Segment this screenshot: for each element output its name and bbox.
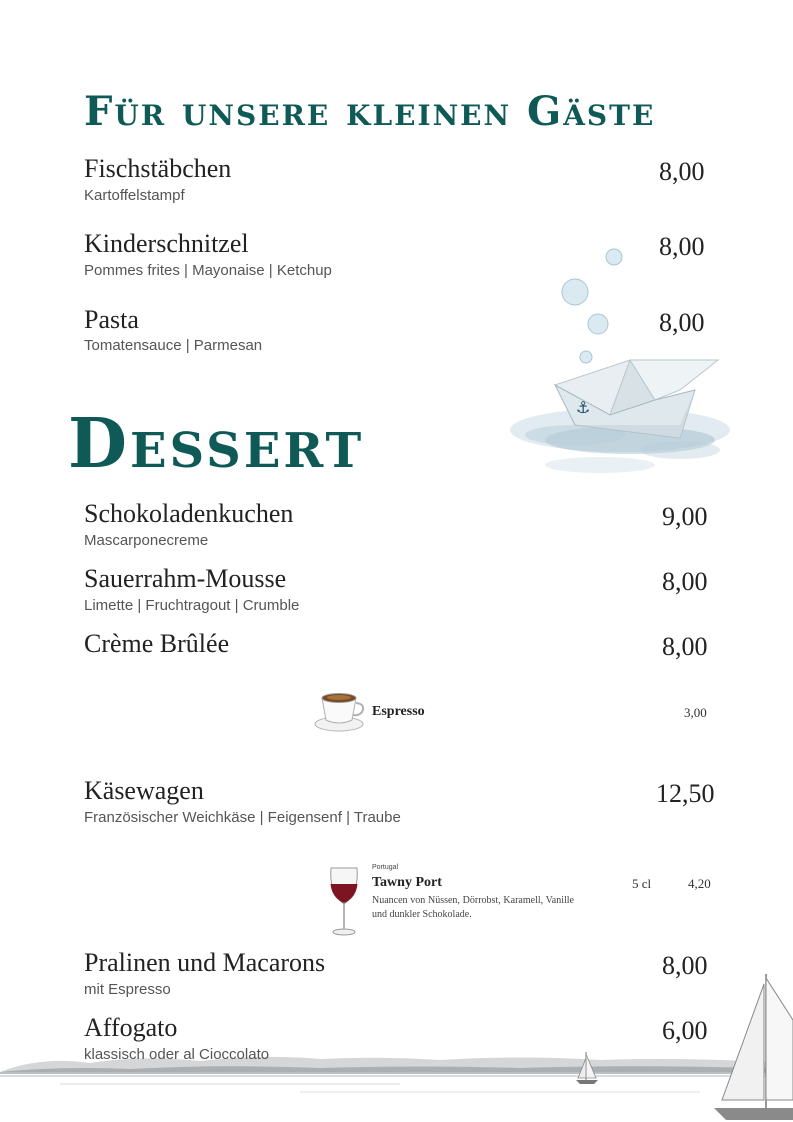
wine-glass-icon: [326, 864, 362, 938]
menu-item-name: Kinderschnitzel: [84, 229, 249, 258]
menu-item-name: Affogato: [84, 1013, 178, 1042]
espresso-cup-icon: [312, 686, 368, 734]
menu-item-name: Sauerrahm-Mousse: [84, 564, 287, 593]
menu-item-desc: Limette | Fruchtragout | Crumble: [84, 597, 300, 614]
menu-item-price: 8,00: [659, 308, 705, 337]
menu-item-price: 8,00: [662, 632, 708, 661]
bubbles: [562, 249, 622, 363]
port-price: 4,20: [688, 876, 711, 891]
dessert-section-title: Dessert: [68, 404, 365, 484]
menu-item-price: 8,00: [662, 951, 708, 980]
menu-item-name: Crème Brûlée: [84, 629, 230, 658]
svg-text:⚓: ⚓: [576, 398, 591, 417]
menu-item-desc: klassisch oder al Cioccolato: [84, 1046, 270, 1063]
menu-item-desc: Pommes frites | Mayonaise | Ketchup: [84, 262, 332, 279]
menu-item-name: Käsewagen: [84, 776, 204, 805]
paper-boat-illustration: [480, 240, 735, 500]
menu-item-price: 8,00: [659, 157, 705, 186]
menu-item-price: 6,00: [662, 1016, 708, 1045]
espresso-price: 3,00: [684, 705, 707, 720]
menu-item-name: Pasta: [84, 305, 139, 334]
menu-item-name: Schokoladenkuchen: [84, 499, 294, 528]
menu-item-price: 8,00: [659, 232, 705, 261]
menu-item-desc: Kartoffelstampf: [84, 187, 185, 204]
sailboat-icon: [714, 974, 793, 1120]
port-volume: 5 cl: [632, 876, 652, 891]
kids-section-title: Für unsere kleinen Gäste: [84, 88, 656, 135]
menu-item-desc: Mascarponecreme: [84, 532, 209, 549]
menu-item-name: Fischstäbchen: [84, 154, 232, 183]
port-description: Nuancen von Nüssen, Dörrobst, Karamell, Vanille und dunkler Schokolade.: [372, 895, 574, 920]
port-origin: Portugal: [372, 864, 399, 871]
espresso-name: Espresso: [372, 704, 425, 719]
port-name: Tawny Port: [372, 875, 442, 890]
menu-item-desc: mit Espresso: [84, 981, 171, 998]
menu-item-price: 8,00: [662, 567, 708, 596]
menu-item-price: 9,00: [662, 502, 708, 531]
menu-item-name: Pralinen und Macarons: [84, 948, 326, 977]
menu-item-price: 12,50: [656, 779, 715, 808]
menu-item-desc: Französischer Weichkäse | Feigensenf | Traube: [84, 809, 401, 826]
menu-item-desc: Tomatensauce | Parmesan: [84, 337, 263, 354]
